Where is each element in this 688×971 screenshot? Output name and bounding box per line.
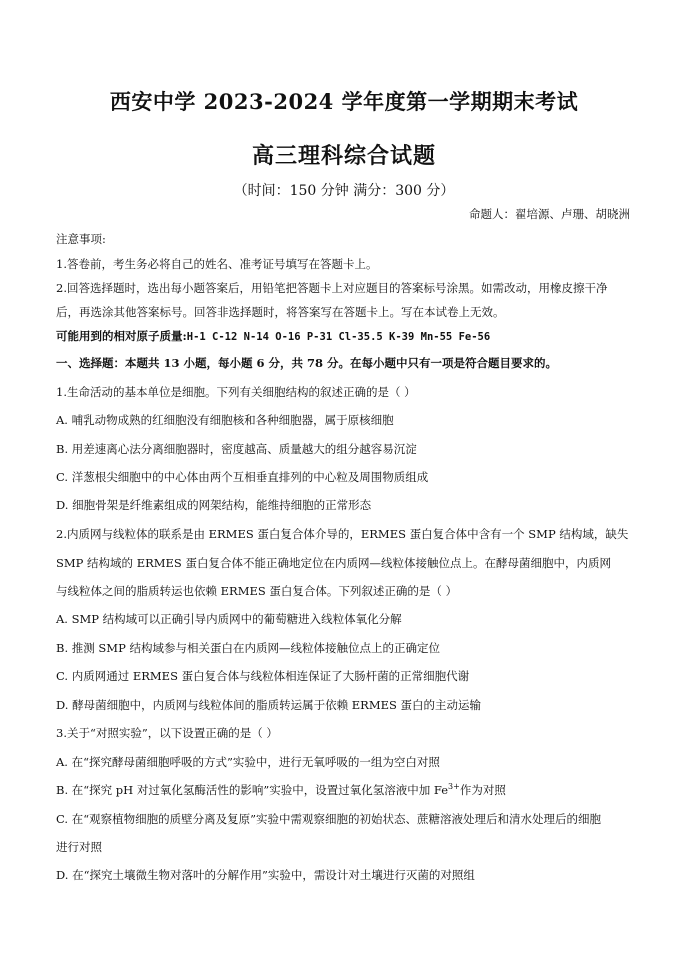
atomic-mass-line: [56, 328, 490, 344]
notice-item-1: 1.答卷前，考生务必将自己的姓名、准考证号填写在答题卡上。: [56, 257, 378, 271]
exam-authors: 命题人：翟培源、卢珊、胡晓洲: [469, 207, 630, 221]
question-2-option-a: A. SMP 结构域可以正确引导内质网中的葡萄糖进入线粒体氧化分解: [56, 612, 402, 626]
question-3-option-d: D. 在“探究土壤微生物对落叶的分解作用”实验中，需设计对土壤进行灭菌的对照组: [56, 868, 475, 882]
exam-info: （时间：150 分钟 满分：300 分）: [233, 183, 455, 199]
question-1-option-c: C. 洋葱根尖细胞中的中心体由两个互相垂直排列的中心粒及周围物质组成: [56, 470, 429, 484]
question-2-option-c: C. 内质网通过 ERMES 蛋白复合体与线粒体相连保证了大肠杆菌的正常细胞代谢: [56, 669, 470, 683]
question-2-stem-line-3: 与线粒体之间的脂质转运也依赖 ERMES 蛋白复合体。下列叙述正确的是（ ）: [56, 584, 458, 598]
question-2-option-b: B. 推测 SMP 结构域参与相关蛋白在内质网—线粒体接触位点上的正确定位: [56, 641, 440, 655]
question-2-stem-line-1: 2.内质网与线粒体的联系是由 ERMES 蛋白复合体介导的，ERMES 蛋白复合体中含有一个 SMP 结构域，缺失: [56, 527, 629, 541]
question-1-option-a: A. 哺乳动物成熟的红细胞没有细胞核和各种细胞器，属于原核细胞: [56, 413, 394, 427]
question-3-option-b: [56, 782, 506, 798]
notice-heading: 注意事项:: [56, 232, 106, 246]
question-3-stem: 3.关于“对照实验”，以下设置正确的是（ ）: [56, 726, 278, 740]
question-3-option-c-line-1: C. 在“观察植物细胞的质壁分离及复原”实验中需观察细胞的初始状态、蔗糖溶液处理后和清水处理后的细胞: [56, 812, 601, 826]
notice-item-2-line-1: 2.回答选择题时，选出每小题答案后，用铅笔把答题卡上对应题目的答案标号涂黑。如需改动，用橡皮擦干净: [56, 281, 608, 295]
section-1-heading: 一、选择题：本题共 13 小题，每小题 6 分，共 78 分。在每小题中只有一项是符合题目要求的。: [56, 356, 558, 370]
question-3-option-b-text: B. 在“探究 pH 对过氧化氢酶活性的影响”实验中，设置过氧化氢溶液中加 Fe: [56, 783, 449, 797]
notice-item-2-line-2: 后，再选涂其他答案标号。回答非选择题时，将答案写在答题卡上。写在本试卷上无效。: [56, 305, 505, 319]
question-3-option-a: A. 在“探究酵母菌细胞呼吸的方式”实验中，进行无氧呼吸的一组为空白对照: [56, 755, 440, 769]
exam-subtitle: 高三理科综合试题: [251, 143, 436, 169]
question-2-option-d: D. 酵母菌细胞中，内质网与线粒体间的脂质转运属于依赖 ERMES 蛋白的主动运输: [56, 698, 482, 712]
question-3-option-b-tail: 作为对照: [459, 783, 506, 797]
atomic-mass-values: H-1 C-12 N-14 O-16 P-31 Cl-35.5 K-39 Mn-55 Fe-56: [186, 331, 491, 343]
question-1-stem: 1.生命活动的基本单位是细胞。下列有关细胞结构的叙述正确的是（ ）: [56, 385, 416, 399]
question-1-option-b: B. 用差速离心法分离细胞器时，密度越高、质量越大的组分越容易沉淀: [56, 442, 417, 456]
iron-charge-superscript: 3+: [448, 782, 460, 792]
exam-title: 西安中学 2023-2024 学年度第一学期期末考试: [109, 89, 579, 114]
question-1-option-d: D. 细胞骨架是纤维素组成的网架结构，能维持细胞的正常形态: [56, 498, 372, 512]
atomic-mass-label: 可能用到的相对原子质量:: [56, 329, 187, 343]
question-3-option-c-line-2: 进行对照: [56, 840, 102, 854]
question-2-stem-line-2: SMP 结构域的 ERMES 蛋白复合体不能正确地定位在内质网—线粒体接触位点上。在酵母菌细胞中，内质网: [56, 556, 611, 570]
